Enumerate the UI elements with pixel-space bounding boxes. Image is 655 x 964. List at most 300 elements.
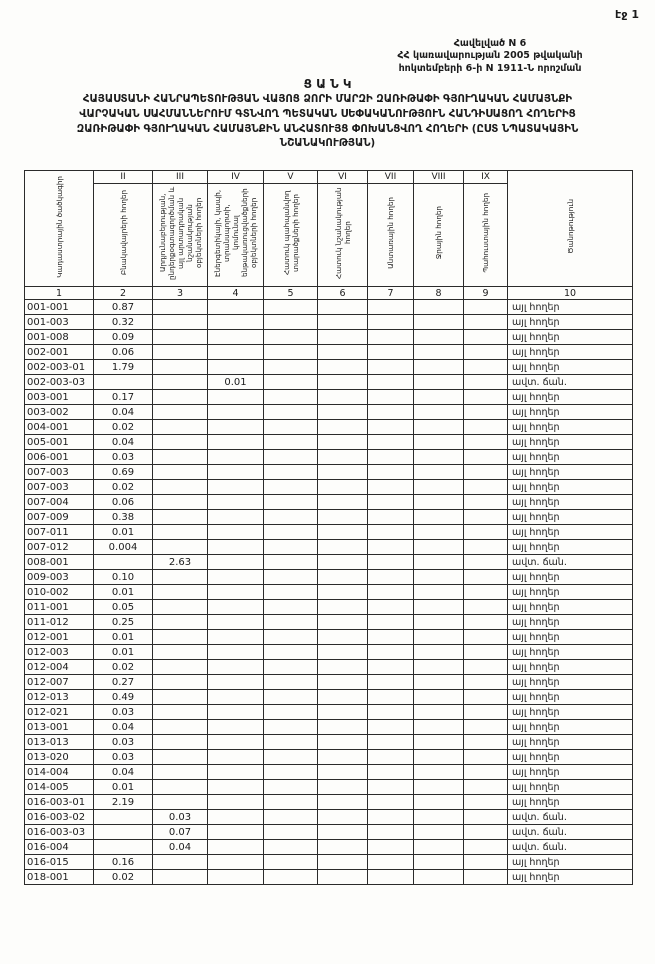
cell-value: 0.49 xyxy=(94,690,153,705)
cell-value xyxy=(264,360,318,375)
cell-value xyxy=(414,555,464,570)
cell-value xyxy=(264,840,318,855)
cell-value xyxy=(318,630,368,645)
cell-value xyxy=(368,570,414,585)
cell-value xyxy=(318,735,368,750)
cell-value xyxy=(464,450,508,465)
cell-note: այլ հողեր xyxy=(508,705,633,720)
table-row xyxy=(25,600,633,615)
column-number-8: 8 xyxy=(414,287,464,300)
cell-value xyxy=(464,375,508,390)
cell-value xyxy=(368,810,414,825)
header-row-numbers xyxy=(25,287,633,300)
cell-value xyxy=(264,675,318,690)
cell-value xyxy=(368,465,414,480)
cell-value xyxy=(264,705,318,720)
cell-value: 0.03 xyxy=(94,450,153,465)
cell-value xyxy=(318,750,368,765)
roman-numeral-ix: IX xyxy=(464,171,508,184)
roman-numeral-v: V xyxy=(264,171,318,184)
cell-value xyxy=(464,600,508,615)
cell-value xyxy=(153,675,208,690)
cell-value xyxy=(264,510,318,525)
cell-value xyxy=(264,540,318,555)
cell-note: ավտ. ճան. xyxy=(508,825,633,840)
cell-value xyxy=(368,435,414,450)
cell-value xyxy=(318,480,368,495)
cell-value xyxy=(414,540,464,555)
cell-value: 0.04 xyxy=(94,435,153,450)
cell-cadastral-code: 004-001 xyxy=(25,420,94,435)
cell-value xyxy=(264,525,318,540)
cell-value xyxy=(153,630,208,645)
cell-value xyxy=(153,315,208,330)
cell-value: 0.25 xyxy=(94,615,153,630)
cell-value xyxy=(368,720,414,735)
cell-note: այլ հողեր xyxy=(508,630,633,645)
cell-cadastral-code: 006-001 xyxy=(25,450,94,465)
cell-value: 0.03 xyxy=(153,810,208,825)
header-category-8-label: Ջրային հողեր xyxy=(434,206,443,260)
cell-value xyxy=(464,480,508,495)
cell-cadastral-code: 001-001 xyxy=(25,300,94,315)
cell-note: այլ հողեր xyxy=(508,855,633,870)
cell-note: այլ հողեր xyxy=(508,675,633,690)
cell-value xyxy=(464,465,508,480)
cell-cadastral-code: 013-001 xyxy=(25,720,94,735)
cell-value xyxy=(264,345,318,360)
cell-value xyxy=(414,495,464,510)
cell-value xyxy=(464,690,508,705)
header-category-3-label: Արդյունաբերության, ընդերքօգտագործման և այլ արտադրական նշանակության օբյեկտների հողեր xyxy=(157,186,203,280)
cell-value xyxy=(153,480,208,495)
cell-value xyxy=(208,810,264,825)
roman-numeral-vii: VII xyxy=(368,171,414,184)
cell-value xyxy=(208,870,264,885)
table-row xyxy=(25,570,633,585)
cell-note: այլ հողեր xyxy=(508,510,633,525)
cell-value: 0.27 xyxy=(94,675,153,690)
cell-value xyxy=(464,345,508,360)
cell-value xyxy=(368,405,414,420)
cell-value xyxy=(318,450,368,465)
table-row xyxy=(25,480,633,495)
cell-note: այլ հողեր xyxy=(508,420,633,435)
cell-value xyxy=(318,315,368,330)
column-number-1: 1 xyxy=(25,287,94,300)
cell-value xyxy=(368,750,414,765)
cell-cadastral-code: 012-013 xyxy=(25,690,94,705)
cell-value xyxy=(153,645,208,660)
cell-value xyxy=(464,765,508,780)
title-line: ՆՇԱՆԱԿՈՒԹՅԱՆ) xyxy=(279,138,376,150)
cell-value xyxy=(208,645,264,660)
cell-value xyxy=(414,570,464,585)
cell-value xyxy=(153,570,208,585)
cell-value: 0.09 xyxy=(94,330,153,345)
cell-value xyxy=(368,780,414,795)
cell-value xyxy=(153,300,208,315)
table-row xyxy=(25,555,633,570)
cell-value: 0.87 xyxy=(94,300,153,315)
table-row xyxy=(25,795,633,810)
table-row xyxy=(25,840,633,855)
cell-value xyxy=(368,525,414,540)
table-header xyxy=(25,171,633,300)
cell-value xyxy=(414,525,464,540)
cell-value xyxy=(368,630,414,645)
cell-value xyxy=(208,690,264,705)
cell-value xyxy=(153,330,208,345)
cell-value xyxy=(153,690,208,705)
table-row xyxy=(25,825,633,840)
cell-cadastral-code: 014-004 xyxy=(25,765,94,780)
cell-value xyxy=(153,600,208,615)
cell-value xyxy=(264,870,318,885)
cell-value xyxy=(414,300,464,315)
cell-value xyxy=(464,750,508,765)
header-category-6-label: Հատուկ նշանակության հողեր xyxy=(333,187,352,279)
cell-value xyxy=(414,660,464,675)
cell-value: 0.01 xyxy=(94,525,153,540)
cell-value xyxy=(208,780,264,795)
cell-value: 0.06 xyxy=(94,345,153,360)
cell-value xyxy=(264,330,318,345)
cell-value xyxy=(153,870,208,885)
cell-value xyxy=(414,585,464,600)
table-row xyxy=(25,315,633,330)
cell-note: ավտ. ճան. xyxy=(508,840,633,855)
cell-value xyxy=(153,795,208,810)
header-category-5-label: Հատուկ պահպանվող տարածքների հողեր xyxy=(281,190,300,276)
cell-note: այլ հողեր xyxy=(508,315,633,330)
cell-note: այլ հողեր xyxy=(508,330,633,345)
cell-value xyxy=(208,435,264,450)
cell-value xyxy=(153,345,208,360)
roman-numeral-viii: VIII xyxy=(414,171,464,184)
cell-value xyxy=(318,495,368,510)
cell-value xyxy=(208,405,264,420)
cell-value: 0.07 xyxy=(153,825,208,840)
cell-value xyxy=(414,420,464,435)
cell-cadastral-code: 003-002 xyxy=(25,405,94,420)
cell-value xyxy=(464,330,508,345)
cell-value xyxy=(464,705,508,720)
cell-value xyxy=(414,345,464,360)
cell-value xyxy=(414,765,464,780)
cell-value xyxy=(153,390,208,405)
column-number-7: 7 xyxy=(368,287,414,300)
cell-cadastral-code: 013-013 xyxy=(25,735,94,750)
cell-note: այլ հողեր xyxy=(508,645,633,660)
cell-value: 0.03 xyxy=(94,705,153,720)
cell-cadastral-code: 018-001 xyxy=(25,870,94,885)
header-category-2 xyxy=(94,184,153,287)
cell-value xyxy=(153,750,208,765)
cell-value xyxy=(208,495,264,510)
cell-value: 0.16 xyxy=(94,855,153,870)
table-row xyxy=(25,870,633,885)
cell-value xyxy=(153,375,208,390)
cell-cadastral-code: 014-005 xyxy=(25,780,94,795)
cell-value xyxy=(464,735,508,750)
cell-value xyxy=(208,570,264,585)
cell-value xyxy=(464,495,508,510)
cell-note: այլ հողեր xyxy=(508,600,633,615)
cell-value xyxy=(318,330,368,345)
cell-value xyxy=(153,720,208,735)
table-row xyxy=(25,405,633,420)
cell-value: 0.02 xyxy=(94,870,153,885)
cell-value xyxy=(414,600,464,615)
cell-value xyxy=(264,420,318,435)
cell-cadastral-code: 001-003 xyxy=(25,315,94,330)
table-row xyxy=(25,330,633,345)
cell-cadastral-code: 002-003-03 xyxy=(25,375,94,390)
cell-value xyxy=(464,585,508,600)
cell-value xyxy=(153,420,208,435)
cell-value xyxy=(208,765,264,780)
cell-value xyxy=(368,315,414,330)
cell-value xyxy=(368,600,414,615)
roman-numeral-iv: IV xyxy=(208,171,264,184)
cell-value xyxy=(318,390,368,405)
cell-value xyxy=(368,855,414,870)
cell-value xyxy=(208,345,264,360)
header-category-4 xyxy=(208,184,264,287)
cell-value xyxy=(318,570,368,585)
table-row xyxy=(25,780,633,795)
header-category-4-label: Էներգետիկայի, կապի, տրանսպորտի, կոմունալ ենթակառուցվածքների օբյեկտների հողեր xyxy=(213,188,258,278)
cell-value xyxy=(368,615,414,630)
header-category-3 xyxy=(153,184,208,287)
cell-value xyxy=(464,360,508,375)
cell-value: 0.004 xyxy=(94,540,153,555)
cell-value xyxy=(414,780,464,795)
cell-cadastral-code: 010-002 xyxy=(25,585,94,600)
cell-value xyxy=(414,315,464,330)
cell-note: այլ հողեր xyxy=(508,870,633,885)
cell-note: ավտ. ճան. xyxy=(508,555,633,570)
cell-value xyxy=(264,480,318,495)
cell-value xyxy=(318,435,368,450)
cell-cadastral-code: 012-001 xyxy=(25,630,94,645)
cell-value xyxy=(414,465,464,480)
cell-note: այլ հողեր xyxy=(508,615,633,630)
cell-value xyxy=(464,555,508,570)
cell-value xyxy=(153,855,208,870)
table-row xyxy=(25,765,633,780)
cell-value xyxy=(264,600,318,615)
cell-value xyxy=(414,510,464,525)
cell-value xyxy=(414,810,464,825)
cell-value xyxy=(368,735,414,750)
table-row xyxy=(25,465,633,480)
cell-value: 1.79 xyxy=(94,360,153,375)
column-number-2: 2 xyxy=(94,287,153,300)
cell-note: այլ հողեր xyxy=(508,735,633,750)
table-row xyxy=(25,420,633,435)
table-row xyxy=(25,435,633,450)
cell-value xyxy=(264,300,318,315)
cell-value xyxy=(94,555,153,570)
cell-value xyxy=(264,630,318,645)
cell-value xyxy=(414,690,464,705)
column-number-6: 6 xyxy=(318,287,368,300)
cell-note: այլ հողեր xyxy=(508,525,633,540)
cell-value xyxy=(208,735,264,750)
cell-cadastral-code: 008-001 xyxy=(25,555,94,570)
cell-value xyxy=(368,360,414,375)
cell-cadastral-code: 016-015 xyxy=(25,855,94,870)
cell-value xyxy=(464,525,508,540)
cell-value xyxy=(208,540,264,555)
table-row xyxy=(25,525,633,540)
cell-value xyxy=(318,540,368,555)
cell-value xyxy=(264,750,318,765)
annex-line: Հավելված N 6 xyxy=(453,38,527,49)
cell-value xyxy=(318,825,368,840)
page-number: էջ 1 xyxy=(615,8,639,21)
cell-value xyxy=(208,840,264,855)
cell-value xyxy=(153,585,208,600)
cell-value xyxy=(264,450,318,465)
cell-value xyxy=(264,495,318,510)
cell-value xyxy=(264,810,318,825)
cell-value xyxy=(368,375,414,390)
cell-value: 2.63 xyxy=(153,555,208,570)
roman-numeral-vi: VI xyxy=(318,171,368,184)
title-line: ՀԱՅԱՍՏԱՆԻ ՀԱՆՐԱՊԵՏՈՒԹՅԱՆ ՎԱՅՈՑ ՁՈՐԻ ՄԱՐԶԻ ԶԱՌԻԹԱՓԻ ԳՅՈՒՂԱԿԱՆ ՀԱՄԱՅՆՔԻ xyxy=(82,94,573,105)
cell-value xyxy=(208,855,264,870)
cell-cadastral-code: 003-001 xyxy=(25,390,94,405)
column-number-9: 9 xyxy=(464,287,508,300)
cell-value xyxy=(208,615,264,630)
cell-value xyxy=(264,570,318,585)
cell-value xyxy=(368,645,414,660)
cell-value xyxy=(318,795,368,810)
header-category-5 xyxy=(264,184,318,287)
cell-value: 0.02 xyxy=(94,660,153,675)
cell-value xyxy=(264,405,318,420)
cell-cadastral-code: 011-012 xyxy=(25,615,94,630)
cell-note: այլ հողեր xyxy=(508,765,633,780)
cell-value xyxy=(153,765,208,780)
cell-cadastral-code: 016-003-03 xyxy=(25,825,94,840)
cell-cadastral-code: 012-021 xyxy=(25,705,94,720)
cell-value xyxy=(368,705,414,720)
cell-value xyxy=(264,720,318,735)
cell-value xyxy=(318,840,368,855)
header-row-roman xyxy=(25,171,633,184)
cell-value xyxy=(264,825,318,840)
cell-value xyxy=(153,510,208,525)
cell-value xyxy=(264,765,318,780)
cell-value xyxy=(414,405,464,420)
cell-value xyxy=(208,300,264,315)
cell-value xyxy=(368,495,414,510)
cell-value xyxy=(208,420,264,435)
table-row xyxy=(25,630,633,645)
cell-value xyxy=(318,360,368,375)
cell-value xyxy=(318,510,368,525)
cell-value xyxy=(264,690,318,705)
cell-value: 0.04 xyxy=(153,840,208,855)
cell-value xyxy=(464,795,508,810)
cell-value xyxy=(414,480,464,495)
annex-line: հոկտեմբերի 6-ի N 1911-Ն որոշման xyxy=(398,62,582,74)
cell-note: այլ հողեր xyxy=(508,300,633,315)
cell-value xyxy=(464,840,508,855)
cell-value xyxy=(318,585,368,600)
cell-note: այլ հողեր xyxy=(508,495,633,510)
cell-note: այլ հողեր xyxy=(508,435,633,450)
cell-note: այլ հողեր xyxy=(508,660,633,675)
cell-value xyxy=(208,660,264,675)
header-cadastral-code-label: Կադաստրային ծածկագիր xyxy=(54,175,64,278)
cell-note: այլ հողեր xyxy=(508,450,633,465)
cell-value xyxy=(208,315,264,330)
column-number-3: 3 xyxy=(153,287,208,300)
cell-value xyxy=(208,705,264,720)
cell-value xyxy=(464,315,508,330)
cell-value xyxy=(208,600,264,615)
cell-value xyxy=(368,540,414,555)
cell-value xyxy=(153,360,208,375)
cell-value xyxy=(318,780,368,795)
cell-value xyxy=(414,825,464,840)
header-category-7-label: Անտառային հողեր xyxy=(386,197,395,269)
cell-value xyxy=(264,465,318,480)
cell-value xyxy=(414,735,464,750)
cell-value: 0.04 xyxy=(94,765,153,780)
cell-note: ավտ. ճան. xyxy=(508,810,633,825)
cell-note: ավտ. ճան. xyxy=(508,375,633,390)
cell-value xyxy=(153,450,208,465)
cell-value xyxy=(414,855,464,870)
cell-value xyxy=(318,870,368,885)
cell-value xyxy=(264,660,318,675)
cell-value xyxy=(368,345,414,360)
cell-value xyxy=(318,705,368,720)
cell-value xyxy=(264,645,318,660)
cell-value xyxy=(368,825,414,840)
cell-value xyxy=(464,720,508,735)
cell-value xyxy=(153,615,208,630)
table-row xyxy=(25,855,633,870)
cell-cadastral-code: 016-003-02 xyxy=(25,810,94,825)
cell-note: այլ հողեր xyxy=(508,780,633,795)
cell-value xyxy=(264,390,318,405)
cell-value xyxy=(208,510,264,525)
cell-value xyxy=(318,645,368,660)
header-category-8 xyxy=(414,184,464,287)
table-body xyxy=(25,300,633,885)
cell-value xyxy=(208,795,264,810)
cell-value xyxy=(464,675,508,690)
annex-line: ՀՀ կառավարության 2005 թվականի xyxy=(397,50,583,62)
cell-value xyxy=(318,345,368,360)
cell-value xyxy=(414,330,464,345)
cell-value xyxy=(318,615,368,630)
cell-value xyxy=(464,435,508,450)
cell-value xyxy=(464,420,508,435)
table-row xyxy=(25,585,633,600)
document-title xyxy=(22,93,633,152)
cell-value xyxy=(318,525,368,540)
cell-value xyxy=(153,735,208,750)
cell-value: 0.01 xyxy=(94,645,153,660)
